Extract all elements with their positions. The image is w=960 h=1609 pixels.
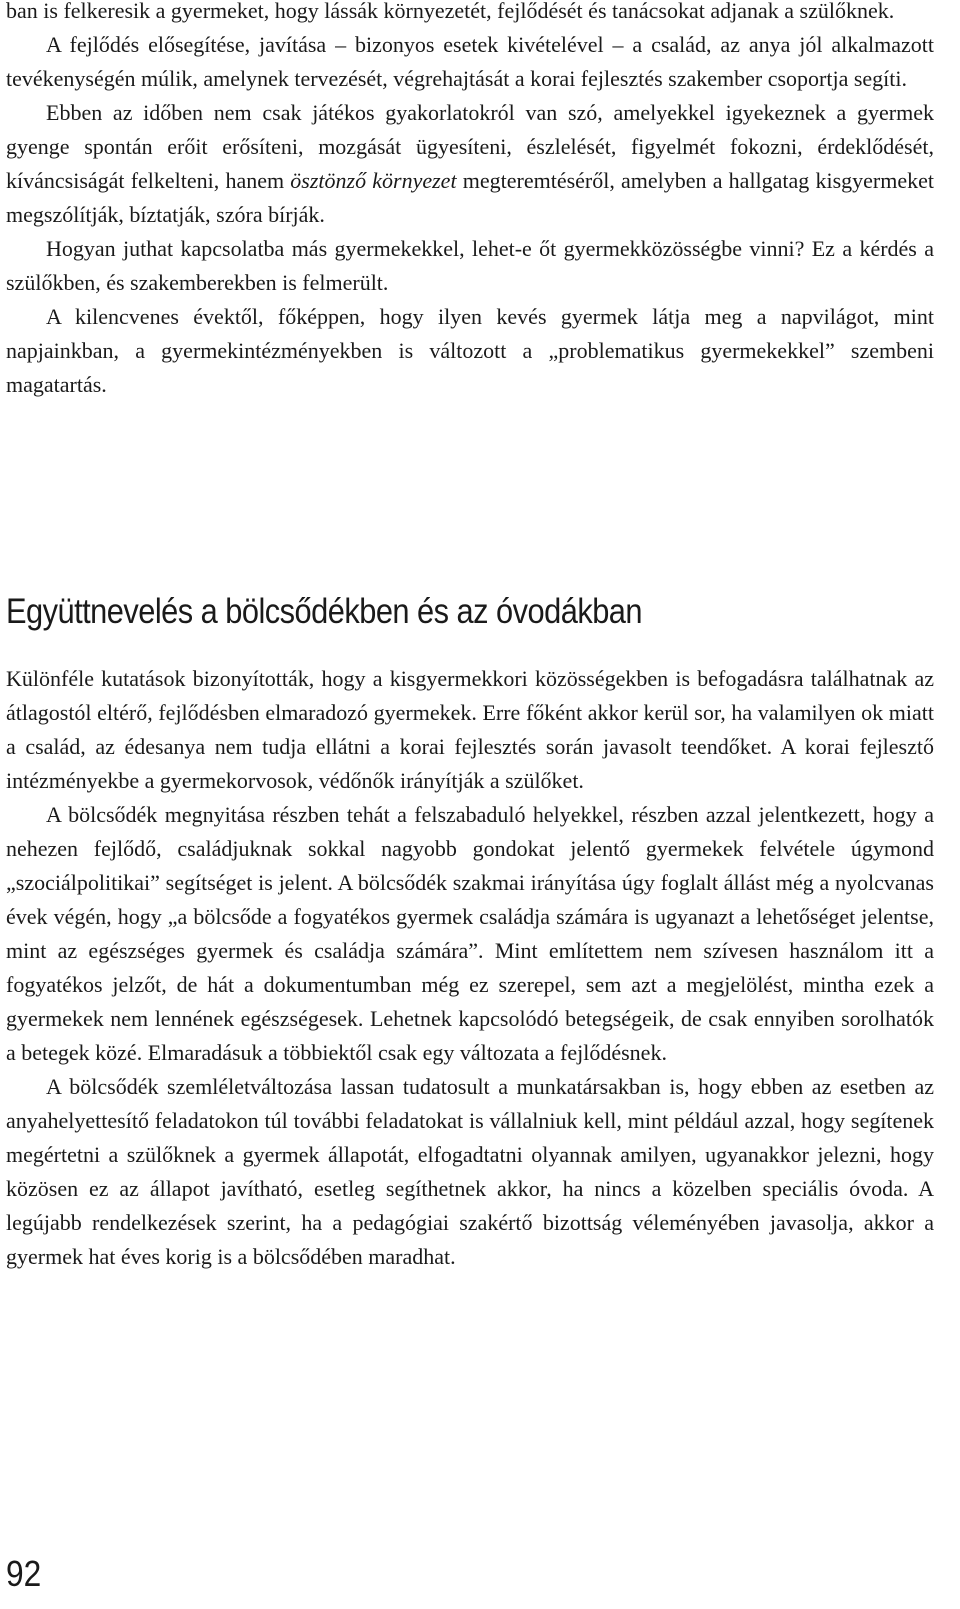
paragraph-text: megteremtéséről, amelyben a hallgatag kisgyermeket megszólítják, bíztatják, szóra bírják.	[6, 168, 935, 227]
paragraph: A bölcsődék megnyitása részben tehát a felszabaduló helyekkel, részben azzal jelentkezett, hogy a nehezen fejlődő, családjuknak sokkal nagyobb gondokat jelentő gyermekek felvétele úgymond „szociálpolitikai” segítséget is jelent. A bölcsődék szakmai irányítása úgy foglalt állást még a nyolcvanas évek végén, hogy „a bölcsőde a fogyatékos gyermek családja számára is ugyanazt a lehetőséget jelentse, mint az egészséges gyermek és családja számára”. Mint említettem nem szívesen használom itt a fogyatékos jelzőt, de hát a dokumentumban még ez szerepel, sem azt a megjelölést, mintha ezek a gyermekek nem lennének egészségesek. Lehetnek kapcsolódó betegségeik, de csak ennyiben sorolhatók a betegek közé. Elmaradásuk a többiektől csak egy változata a fejlődésnek.	[6, 802, 934, 1065]
paragraph	[6, 96, 934, 232]
paragraph: Különféle kutatások bizonyították, hogy a kisgyermekkori közösségekben is befogadásra találhatnak az átlagostól eltérő, fejlődésben elmaradozó gyermekek. Erre főként akkor kerül sor, ha valamilyen ok miatt a család, az édesanya nem tudja ellátni a korai fejlesztés során javasolt teendőket. A korai fejlesztő intézményekbe a gyermekorvosok, védőnők irányítják a szülőket.	[6, 666, 934, 793]
section-heading: Együttnevelés a bölcsődékben és az óvodákban	[6, 592, 643, 631]
paragraph: Hogyan juthat kapcsolatba más gyermekekkel, lehet-e őt gyermekközösségbe vinni? Ez a kérdés a szülőkben, és szakemberekben is felmerült.	[6, 236, 934, 295]
paragraph-text: Ebben az időben nem csak játékos gyakorlatokról van szó, amelyekkel igyekeznek a gyermek gyenge spontán erőit erősíteni, mozgását ügyesíteni, észlelését, figyelmét fokozni, érdeklődését, kíváncsiságát felkelteni, hanem	[6, 100, 934, 193]
text-block-section	[6, 662, 934, 1274]
paragraph: A fejlődés elősegítése, javítása – bizonyos esetek kivételével – a család, az anya jól alkalmazott tevékenységén múlik, amelynek tervezését, végrehajtását a korai fejlesztés szakember csoportja segíti.	[6, 32, 934, 91]
paragraph: A bölcsődék szemléletváltozása lassan tudatosult a munkatársakban is, hogy ebben az esetben az anyahelyettesítő feladatokon túl további feladatokat is vállalniuk kell, mint például azzal, hogy segítenek megértetni a szülőknek a gyermek állapotát, elfogadtatni olyannak amilyen, ugyanakkor jelezni, hogy közösen ez az állapot javítható, esetleg segíthetnek akkor, ha nincs a közelben speciális óvoda. A legújabb rendelkezések szerint, ha a pedagógiai szakértő bizottság véleményében javasolja, akkor a gyermek hat éves korig is a bölcsődében maradhat.	[6, 1074, 934, 1269]
paragraph-continued: ban is felkeresik a gyermeket, hogy lássák környezetét, fejlődését és tanácsokat adjanak a szülőknek.	[6, 0, 895, 23]
paragraph: A kilencvenes évektől, főképpen, hogy ilyen kevés gyermek látja meg a napvilágot, mint napjainkban, a gyermekintézményekben is változott a „problematikus gyermekekkel” szembeni magatartás.	[6, 304, 934, 397]
text-block-intro	[6, 0, 934, 402]
emphasized-phrase: ösztönző környezet	[290, 168, 457, 193]
page-number: 92	[6, 1553, 42, 1594]
